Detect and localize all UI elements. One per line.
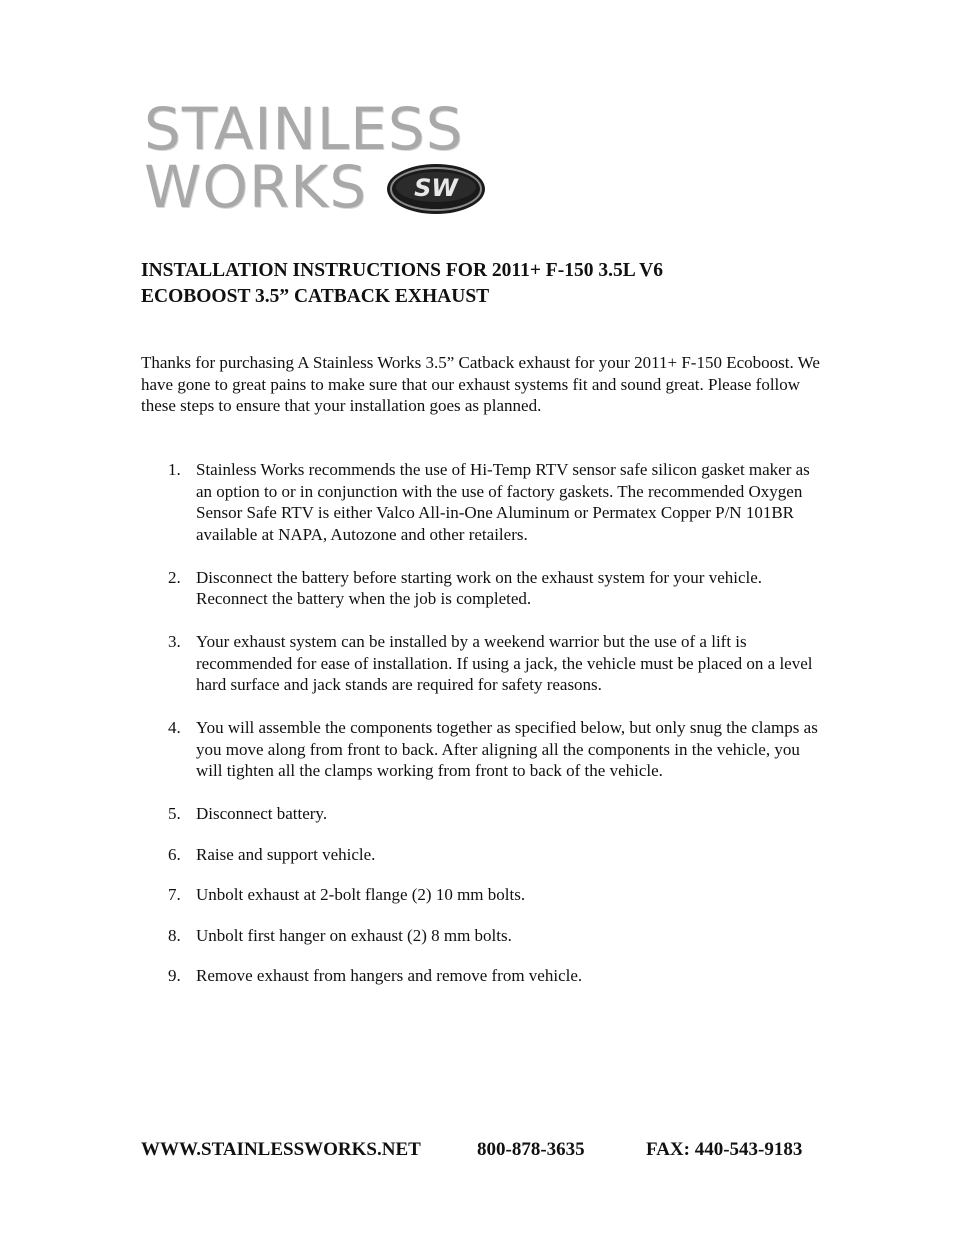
logo-line-stainless: STAINLESS [144,95,464,163]
list-item [141,567,821,610]
logo-sw-badge [385,162,487,216]
contact-footer [141,1139,841,1163]
step-text: Unbolt exhaust at 2-bolt flange (2) 10 mm bolts. [196,885,526,904]
list-item [141,717,821,782]
intro-paragraph: Thanks for purchasing A Stainless Works 3.5” Catback exhaust for your 2011+ F-150 Ecoboost. We have gone to great pains to make sure that our exhaust systems fit and sound great. Please follow these steps to ensure that your installation goes as planned. [141,353,820,415]
list-item [141,925,821,947]
step-number: 2. [168,567,181,587]
list-item [141,844,821,866]
logo-line-works: WORKS [144,153,368,221]
svg-text:SW: SW [414,174,458,202]
step-text: Disconnect the battery before starting work on the exhaust system for your vehicle. Reconnect the battery when the job is completed. [196,567,763,608]
step-number: 9. [168,966,181,985]
list-item [141,965,821,987]
step-text: Your exhaust system can be installed by a weekend warrior but the use of a lift is recommended for ease of installation. If using a jack, the vehicle must be placed on a level hard surface and jack stands are required for safety reasons. [196,632,813,694]
step-number: 7. [168,885,181,904]
step-text: Unbolt first hanger on exhaust (2) 8 mm bolts. [196,925,512,945]
step-number: 6. [168,844,181,864]
list-item [141,803,821,825]
list-item [141,459,821,545]
step-text: Raise and support vehicle. [196,844,376,864]
step-number: 4. [168,718,181,737]
step-text: Remove exhaust from hangers and remove from vehicle. [196,966,583,985]
step-text: Stainless Works recommends the use of Hi-Temp RTV sensor safe silicon gasket maker as an option to or in conjunction with the use of factory gaskets. The recommended Oxygen Sensor Safe RTV is either Valco All-in-One Aluminum or Permatex Copper P/N 101BR available at NAPA, Autozone and other retailers. [196,460,810,544]
list-item [141,884,821,906]
company-logo [144,96,489,226]
document-title [141,258,841,310]
title-line-2: ECOBOOST 3.5” CATBACK EXHAUST [141,286,490,307]
step-text: Disconnect battery. [196,804,328,823]
instruction-steps [141,459,821,987]
list-item [141,631,821,696]
phone-number: 800-878-3635 [477,1139,585,1160]
step-text: You will assemble the components together as specified below, but only snug the clamps as you move along from front to back. After aligning all the components in the vehicle, you will tighten all the clamps working from front to back of the vehicle. [196,718,818,780]
step-number: 5. [168,804,181,823]
step-number: 1. [168,460,181,479]
website-link[interactable]: WWW.STAINLESSWORKS.NET [141,1139,421,1160]
step-number: 3. [168,632,181,651]
title-line-1: INSTALLATION INSTRUCTIONS FOR 2011+ F-150 3.5L V6 [141,260,663,281]
fax-number: FAX: 440-543-9183 [646,1139,803,1160]
step-number: 8. [168,925,181,945]
